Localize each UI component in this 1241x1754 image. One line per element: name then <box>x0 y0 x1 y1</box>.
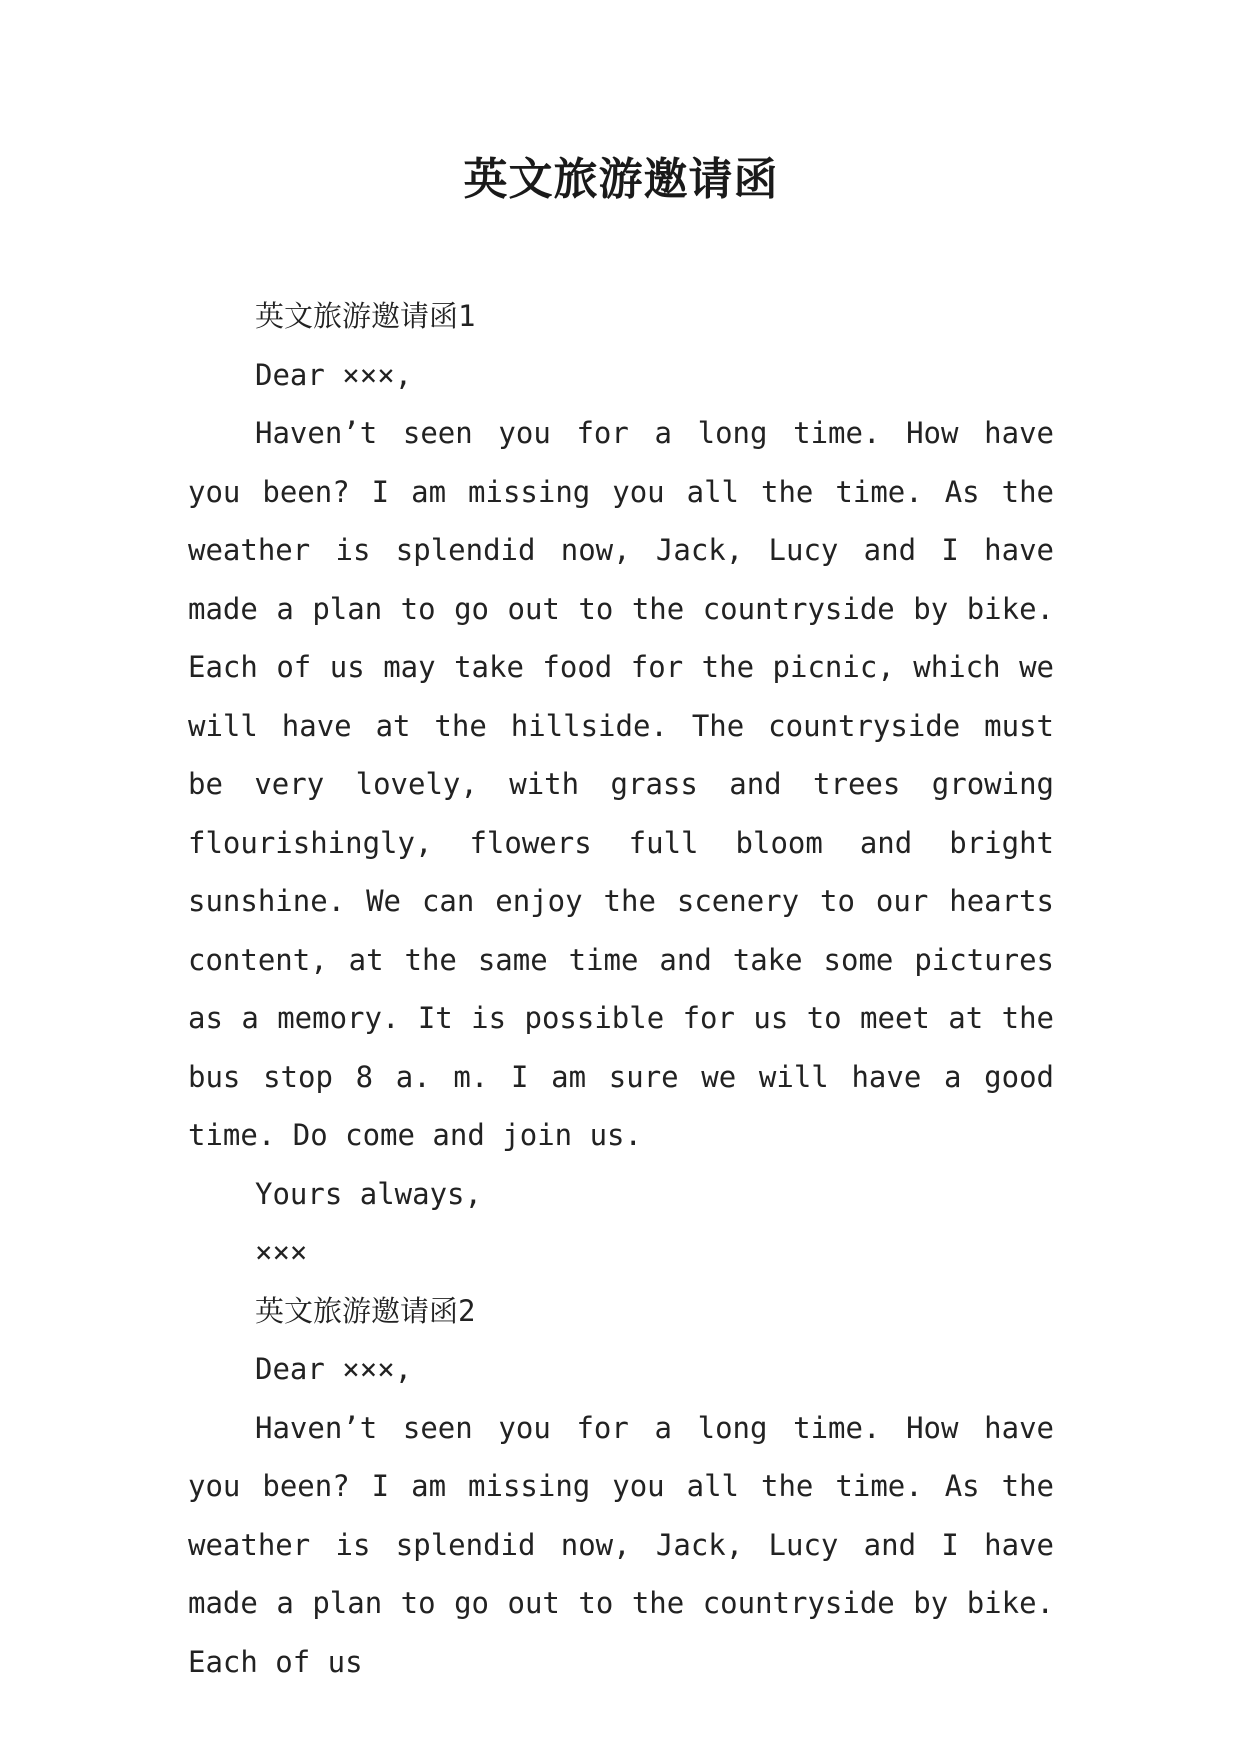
letter-body: Haven’t seen you for a long time. How have you been? I am missing you all the time. As the weather is splendid now, Jack, Lucy and I have made a plan to go out to the countryside by bike. Each of us may take food for the picnic, which we will have at the hillside. The countryside must be very lovely, with grass and trees growing flourishingly, flowers full bloom and bright sunshine. We can enjoy the scenery to our hearts content, at the same time and take some pictures as a memory. It is possible for us to meet at the bus stop 8 a. m. I am sure we will have a good time. Do come and join us. <box>188 416 1054 1152</box>
document-page <box>188 0 1054 1754</box>
letter-1 <box>188 287 1054 1282</box>
letter-heading: 英文旅游邀请函2 <box>255 1293 476 1328</box>
letter-salutation: Dear ×××, <box>255 1352 413 1386</box>
letter-2 <box>188 1282 1054 1692</box>
letter-closing: Yours always, <box>255 1176 482 1211</box>
document-body <box>188 287 1054 1691</box>
letter-body: Haven’t seen you for a long time. How have you been? I am missing you all the time. As the weather is splendid now, Jack, Lucy and I have made a plan to go out to the countryside by bike. Each of us <box>188 1410 1054 1679</box>
letter-heading: 英文旅游邀请函1 <box>255 299 476 333</box>
letter-salutation: Dear ×××, <box>255 357 413 392</box>
letter-signature: ××× <box>255 1235 308 1269</box>
document-title: 英文旅游邀请函 <box>463 154 779 205</box>
